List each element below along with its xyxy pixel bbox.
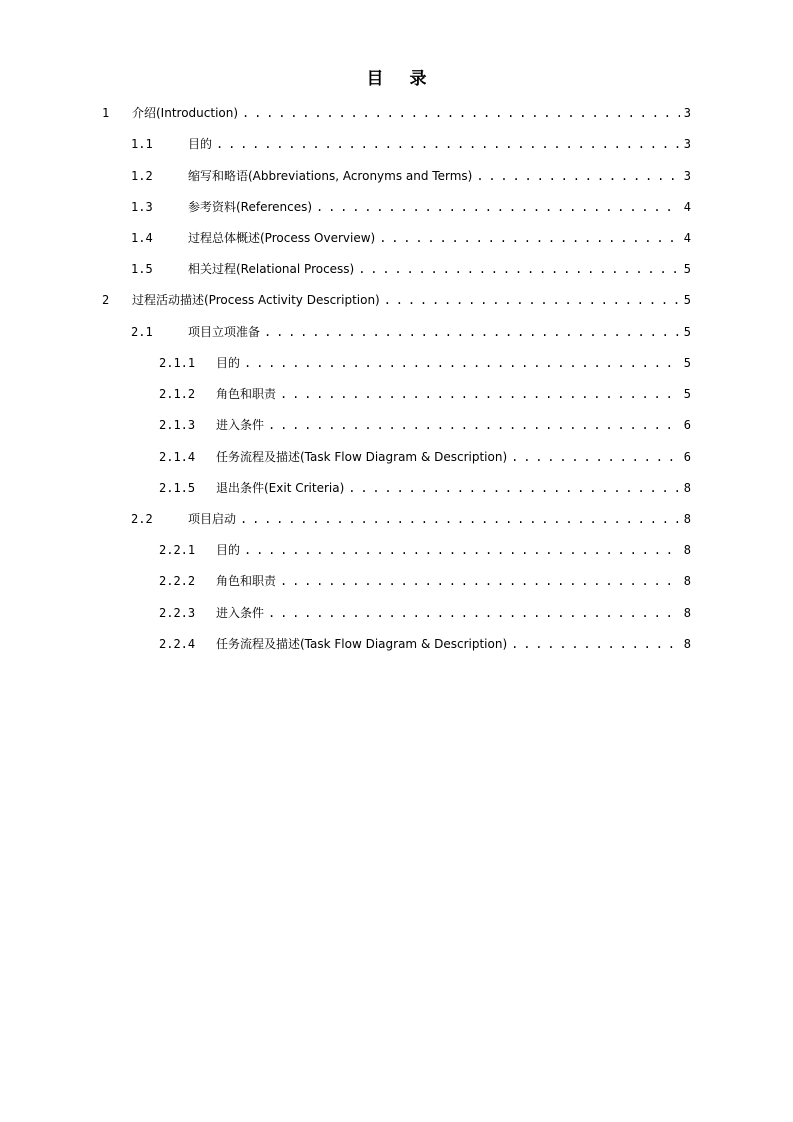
toc-entry-page: 8 [683,512,691,526]
toc-entry-number: 1.3 [131,200,153,214]
toc-entry-2-1-4[interactable] [159,447,691,467]
toc-entry-number: 1.5 [131,262,153,276]
toc-entry-number: 1.2 [131,169,153,183]
toc-entry-number: 2.1.1 [159,356,196,370]
toc-entry-page: 8 [683,606,691,620]
toc-entry-title: 目的 [216,356,241,370]
toc-entry-title: 过程活动描述(Process Activity Description) [132,293,380,307]
toc-entry-page: 6 [683,450,691,464]
toc-entry-1-5[interactable] [131,259,691,279]
toc-dot-leader [379,228,680,248]
toc-entry-page: 3 [683,137,691,151]
toc-dot-leader [384,290,680,310]
toc-entry-page: 4 [683,231,691,245]
toc-entry-2-1-3[interactable] [159,415,691,435]
toc-entry-title: 项目立项准备 [188,325,261,339]
toc-entry-2-2[interactable] [131,509,691,529]
toc-entry-title: 进入条件 [216,606,265,620]
toc-entry-number: 2.1.5 [159,481,196,495]
toc-entry-number: 2.2.2 [159,574,196,588]
toc-dot-leader [280,571,680,591]
toc-entry-title: 介绍(Introduction) [132,106,239,120]
toc-entry-page: 8 [683,637,691,651]
toc-entry-number: 2.1 [131,325,153,339]
toc-entry-2-1[interactable] [131,322,691,342]
toc-dot-leader [348,478,680,498]
toc-entry-2[interactable] [102,290,691,310]
toc-entry-title: 任务流程及描述(Task Flow Diagram & Description) [216,450,508,464]
toc-entry-number: 1.4 [131,231,153,245]
toc-dot-leader [244,540,680,560]
toc-entry-title: 目的 [216,543,241,557]
toc-entry-title: 进入条件 [216,418,265,432]
toc-entry-2-1-5[interactable] [159,478,691,498]
toc-entry-page: 5 [683,325,691,339]
toc-dot-leader [511,447,680,467]
toc-entry-page: 3 [683,169,691,183]
toc-dot-leader [244,353,680,373]
toc-entry-page: 5 [683,262,691,276]
toc-entry-1-2[interactable] [131,166,691,186]
toc-entry-1-4[interactable] [131,228,691,248]
toc-entry-number: 1.1 [131,137,153,151]
toc-entry-1-1[interactable] [131,134,691,154]
toc-entry-2-2-3[interactable] [159,603,691,623]
toc-entry-2-1-2[interactable] [159,384,691,404]
page-title: 目 录 [366,69,437,89]
toc-entry-title: 项目启动 [188,512,237,526]
toc-entry-title: 任务流程及描述(Task Flow Diagram & Description) [216,637,508,651]
toc-entry-number: 2.1.3 [159,418,196,432]
toc-entry-number: 2 [102,293,110,307]
toc-dot-leader [216,134,680,154]
toc-entry-page: 8 [683,543,691,557]
toc-entry-page: 6 [683,418,691,432]
toc-dot-leader [268,603,680,623]
toc-dot-leader [268,415,680,435]
toc-dot-leader [280,384,680,404]
toc-dot-leader [358,259,680,279]
toc-entry-1-3[interactable] [131,197,691,217]
toc-entry-title: 缩写和略语(Abbreviations, Acronyms and Terms) [188,169,473,183]
toc-dot-leader [476,166,679,186]
toc-entry-title: 退出条件(Exit Criteria) [216,481,345,495]
toc-entry-number: 2.2.3 [159,606,196,620]
toc-entry-number: 2.2.4 [159,637,196,651]
toc-entry-title: 角色和职责 [216,574,277,588]
toc-entry-title: 参考资料(References) [188,200,313,214]
toc-entry-page: 8 [683,481,691,495]
toc-entry-page: 3 [683,106,691,120]
toc-dot-leader [240,509,680,529]
toc-entry-number: 2.2 [131,512,153,526]
toc-entry-2-2-2[interactable] [159,571,691,591]
toc-dot-leader [242,103,680,123]
toc-entry-title: 相关过程(Relational Process) [188,262,355,276]
toc-dot-leader [264,322,680,342]
toc-entry-page: 4 [683,200,691,214]
toc-entry-page: 5 [683,356,691,370]
toc-entry-number: 1 [102,106,110,120]
toc-entry-2-2-1[interactable] [159,540,691,560]
toc-entry-page: 8 [683,574,691,588]
toc-entry-number: 2.1.2 [159,387,196,401]
toc-entry-page: 5 [683,293,691,307]
toc-entry-title: 角色和职责 [216,387,277,401]
toc-entry-title: 过程总体概述(Process Overview) [188,231,376,245]
toc-entry-2-1-1[interactable] [159,353,691,373]
toc-entry-2-2-4[interactable] [159,634,691,654]
toc-entry-page: 5 [683,387,691,401]
toc-dot-leader [511,634,680,654]
toc-entry-number: 2.2.1 [159,543,196,557]
toc-dot-leader [316,197,680,217]
toc-entry-number: 2.1.4 [159,450,196,464]
toc-entry-title: 目的 [188,137,213,151]
toc-entry-1[interactable] [102,103,691,123]
